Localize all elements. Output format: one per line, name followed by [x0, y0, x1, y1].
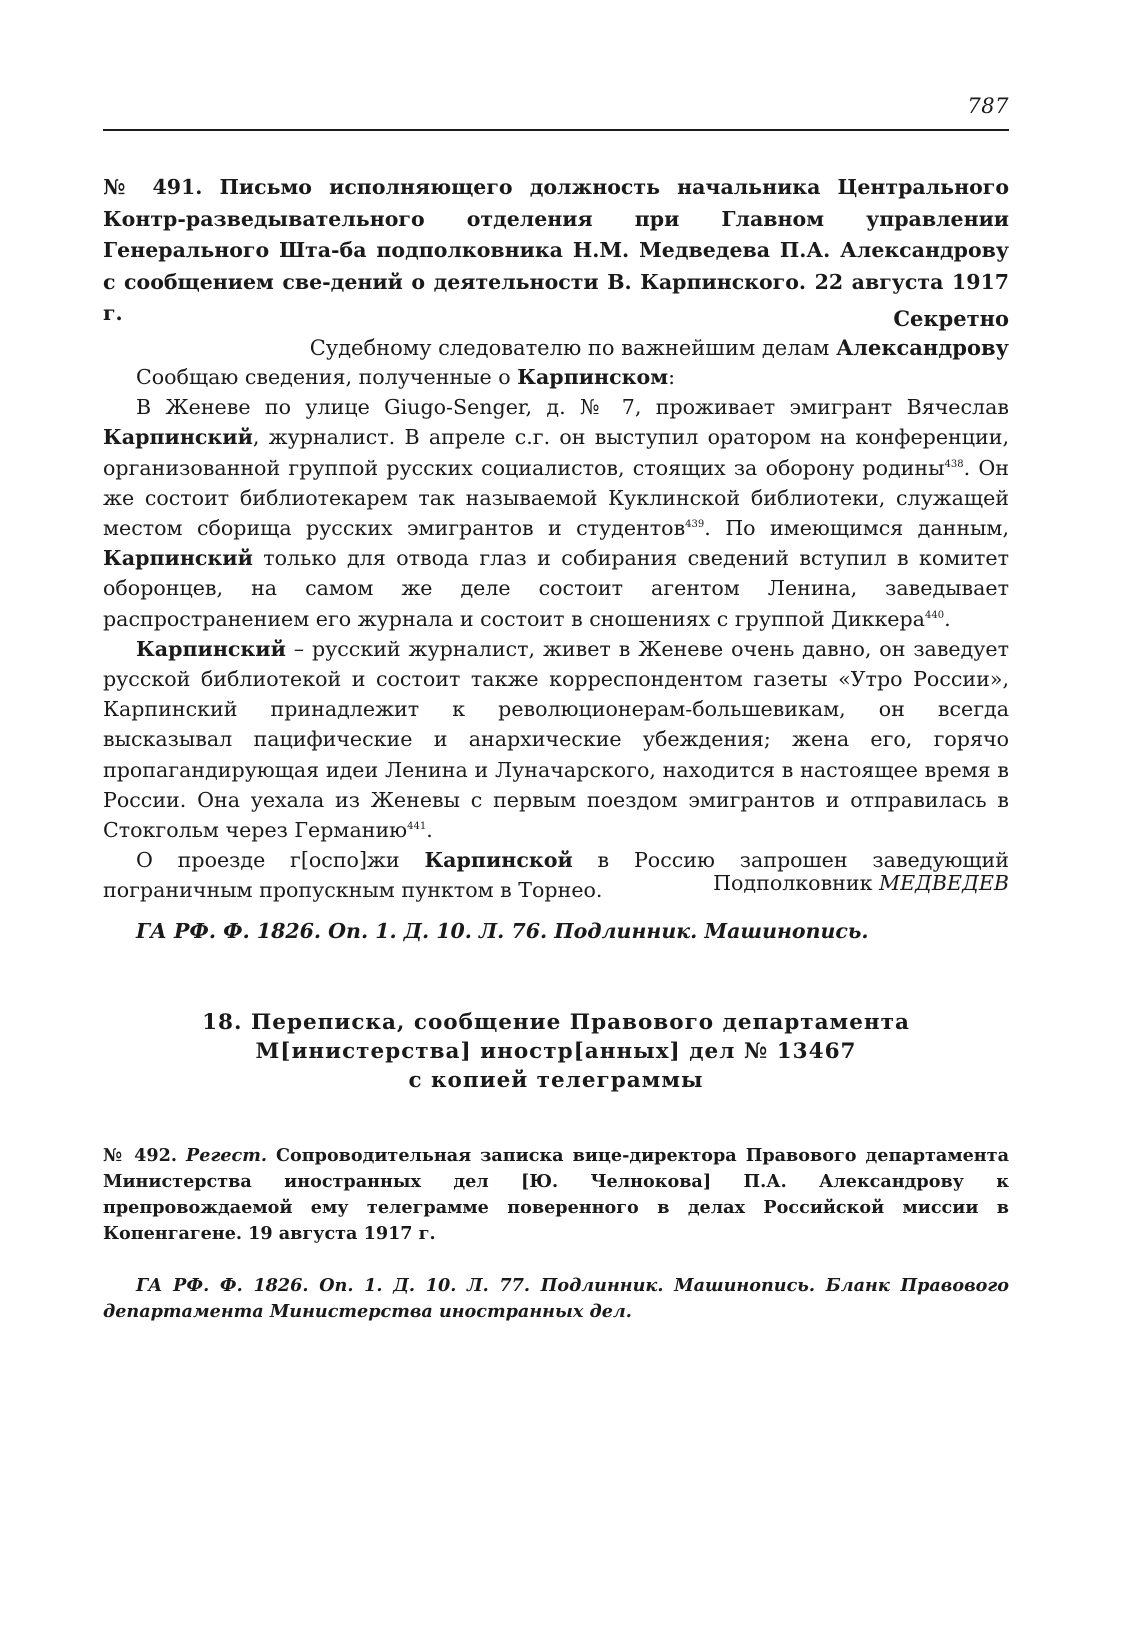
- addressee-name: Александрову: [836, 335, 1009, 360]
- footnote-ref-441[interactable]: 441: [407, 821, 427, 833]
- page-number: 787: [967, 94, 1009, 118]
- paragraph-1: [103, 362, 1009, 392]
- p2-text-f: .: [944, 606, 951, 631]
- paragraph-3: [103, 634, 1009, 845]
- p1-text: Сообщаю сведения, полученные о: [136, 365, 518, 389]
- paragraph-2: [103, 392, 1009, 634]
- p2-text-a: В Женеве по улице Giugo-Senger, д. № 7, проживает эмигрант Вячеслав: [136, 395, 1009, 420]
- header-rule: [103, 129, 1009, 131]
- p3-text-a: – русский журналист, живет в Женеве очень давно, он заведует русской библиотекой и состоит также корреспондентом газеты «Утро России», Карпинский принадлежит к революционерам-большевикам, он всегда высказывал пацифические и анархические убеждения; жена его, горячо пропагандирующая идеи Ленина и Луначарского, находится в настоящее время в России. Она уехала из Женевы с первым поездом эмигрантов и отправилась в Стокгольм через Германию: [103, 636, 1009, 843]
- section-heading-line-2: М[инистерства] иностр[анных] дел № 13467: [255, 1039, 857, 1064]
- signature: [713, 868, 1009, 898]
- book-page: [103, 0, 1009, 1631]
- document-492-regest: [103, 1143, 1009, 1247]
- addressee-prefix: Судебному следователю по важнейшим делам: [309, 336, 830, 360]
- addressee-line: [310, 333, 1009, 363]
- section-heading-18: [163, 1008, 949, 1095]
- p3-text-b: .: [426, 818, 433, 843]
- p4-text-b: в Россию запрошен заведующий пограничным пропускным пунктом в Торнео.: [103, 848, 1009, 903]
- signature-rank: Подполковник: [713, 871, 873, 895]
- p2-name-1: Карпинский: [103, 425, 253, 450]
- document-492-number: № 492.: [103, 1145, 177, 1166]
- footnote-ref-440[interactable]: 440: [924, 609, 945, 621]
- p1-name: Карпинском: [517, 365, 669, 389]
- footnote-ref-438[interactable]: 438: [944, 458, 964, 470]
- signature-name: МЕДВЕДЕВ: [879, 871, 1009, 895]
- archive-reference-492: ГА РФ. Ф. 1826. Оп. 1. Д. 10. Л. 77. Подлинник. Машинопись. Бланк Правового департамента Министерства иностранных дел.: [103, 1275, 1009, 1322]
- footnote-ref-439[interactable]: 439: [685, 519, 705, 531]
- letter-body: [103, 362, 1009, 906]
- p2-name-2: Карпинский: [103, 546, 253, 571]
- p4-name: Карпинской: [424, 848, 573, 873]
- classification-mark: Секретно: [893, 306, 1009, 331]
- regest-label: Регест.: [186, 1145, 267, 1166]
- section-heading-line-1: 18. Переписка, сообщение Правового департамента: [202, 1010, 910, 1035]
- archive-reference-491: ГА РФ. Ф. 1826. Оп. 1. Д. 10. Л. 76. Подлинник. Машинопись.: [136, 919, 869, 943]
- p3-name: Карпинский: [136, 636, 286, 661]
- p2-text-c: . Он же состоит библиотекарем так называемой Куклинской библиотеки, служащей местом сборища русских эмигрантов и студентов: [103, 455, 1010, 541]
- section-heading-line-3: с копией телеграммы: [408, 1068, 704, 1093]
- p2-text-d: . По имеющимся данным,: [704, 516, 1009, 541]
- p1-end: :: [668, 365, 676, 389]
- p4-text-a: О проезде г[оспо]жи: [136, 848, 425, 873]
- p2-text-b: , журналист. В апреле с.г. он выступил оратором на конференции, организованной группой русских социалистов, стоящих за оборону родины: [103, 425, 1009, 480]
- document-492-text: Сопроводительная записка вице-директора Правового департамента Министерства иностранных дел [Ю. Челнокова] П.А. Александрову к препровождаемой ему телеграмме поверенного в делах Российской миссии в Копенгагене. 19 августа 1917 г.: [103, 1145, 1009, 1244]
- document-491-title: № 491. Письмо исполняющего должность начальника Центрального Контр-разведывательного отделения при Главном управлении Генерального Шта-ба подполковника Н.М. Медведева П.А. Александрову с сообщением све-дений о деятельности В. Карпинского. 22 августа 1917 г.: [103, 175, 1009, 325]
- p2-text-e: только для отвода глаз и собирания сведений вступил в комитет оборонцев, на самом же деле состоит агентом Ленина, заведывает распространением его журнала и состоит в сношениях с группой Диккера: [103, 546, 1009, 631]
